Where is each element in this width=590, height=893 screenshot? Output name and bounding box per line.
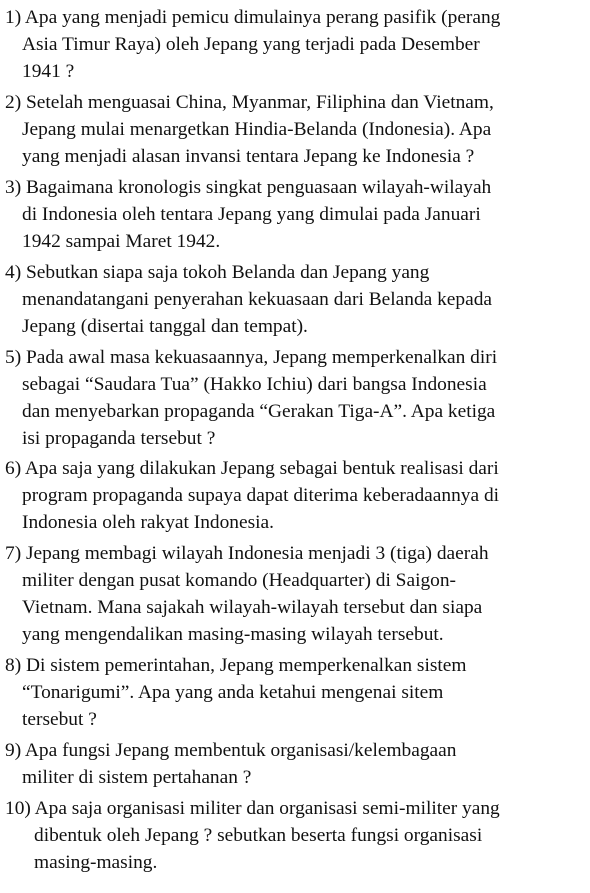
question-5-line-3: dan menyebarkan propaganda “Gerakan Tiga-A”. Apa ketiga: [22, 401, 496, 422]
question-4-line-1: 4) Sebutkan siapa saja tokoh Belanda dan Jepang yang: [5, 262, 430, 283]
question-3-line-1: 3) Bagaimana kronologis singkat penguasaan wilayah-wilayah: [5, 177, 492, 198]
question-6-line-2: program propaganda supaya dapat diterima keberadaannya di: [22, 485, 500, 506]
question-7-line-4: yang mengendalikan masing-masing wilayah tersebut.: [22, 624, 444, 645]
question-6-line-3: Indonesia oleh rakyat Indonesia.: [22, 512, 274, 533]
question-10-line-2: dibentuk oleh Jepang ? sebutkan beserta fungsi organisasi: [34, 825, 483, 846]
question-10-line-3: masing-masing.: [34, 852, 158, 873]
question-3-line-3: 1942 sampai Maret 1942.: [22, 231, 221, 252]
question-7-line-3: Vietnam. Mana sajakah wilayah-wilayah tersebut dan siapa: [22, 597, 483, 618]
question-9-line-1: 9) Apa fungsi Jepang membentuk organisasi/kelembagaan: [5, 740, 457, 761]
question-4-line-2: menandatangani penyerahan kekuasaan dari Belanda kepada: [22, 289, 492, 310]
question-2-line-1: 2) Setelah menguasai China, Myanmar, Filiphina dan Vietnam,: [5, 92, 494, 113]
question-1-line-2: Asia Timur Raya) oleh Jepang yang terjadi pada Desember: [22, 34, 480, 55]
question-7-line-1: 7) Jepang membagi wilayah Indonesia menjadi 3 (tiga) daerah: [5, 543, 489, 564]
question-3-line-2: di Indonesia oleh tentara Jepang yang dimulai pada Januari: [22, 204, 481, 225]
question-8-line-3: tersebut ?: [22, 709, 97, 730]
question-6-line-1: 6) Apa saja yang dilakukan Jepang sebagai bentuk realisasi dari: [5, 458, 499, 479]
question-1-line-1: 1) Apa yang menjadi pemicu dimulainya perang pasifik (perang: [5, 7, 501, 28]
question-8-line-2: “Tonarigumi”. Apa yang anda ketahui mengenai sitem: [22, 682, 444, 703]
question-5-line-1: 5) Pada awal masa kekuasaannya, Jepang memperkenalkan diri: [5, 347, 498, 368]
question-9-line-2: militer di sistem pertahanan ?: [22, 767, 252, 788]
question-1-line-3: 1941 ?: [22, 61, 75, 82]
question-8-line-1: 8) Di sistem pemerintahan, Jepang memperkenalkan sistem: [5, 655, 467, 676]
question-2-line-2: Jepang mulai menargetkan Hindia-Belanda (Indonesia). Apa: [22, 119, 492, 140]
question-5-line-4: isi propaganda tersebut ?: [22, 428, 216, 449]
question-10-line-1: 10) Apa saja organisasi militer dan organisasi semi-militer yang: [5, 798, 500, 819]
question-5-line-2: sebagai “Saudara Tua” (Hakko Ichiu) dari bangsa Indonesia: [22, 374, 487, 395]
question-2-line-3: yang menjadi alasan invansi tentara Jepang ke Indonesia ?: [22, 146, 475, 167]
question-7-line-2: militer dengan pusat komando (Headquarter) di Saigon-: [22, 570, 457, 591]
question-4-line-3: Jepang (disertai tanggal dan tempat).: [22, 316, 308, 337]
